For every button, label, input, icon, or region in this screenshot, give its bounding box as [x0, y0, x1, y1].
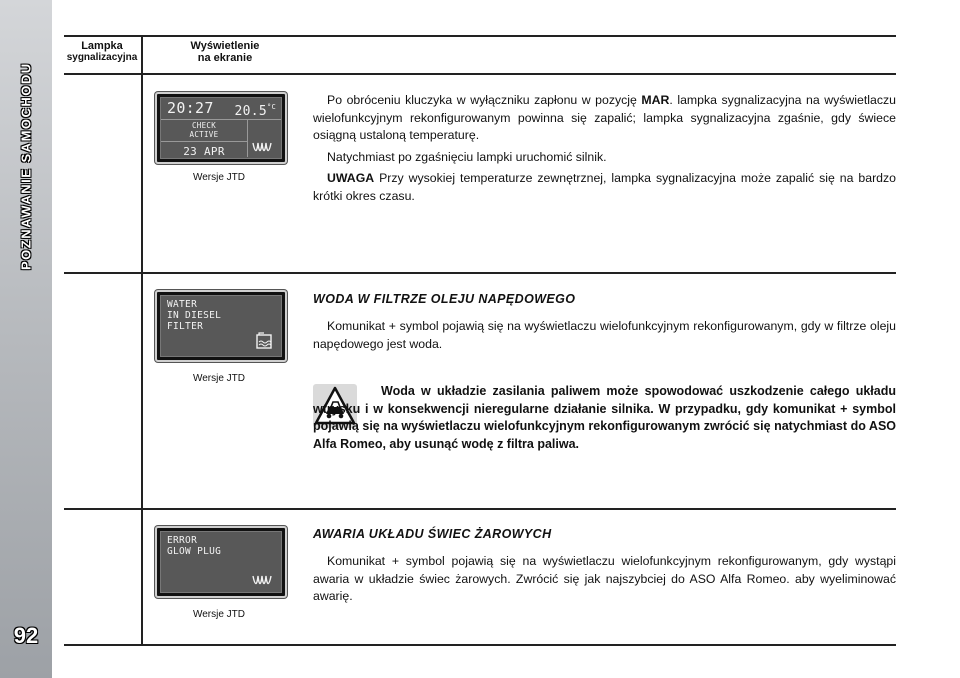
- column-divider: [141, 35, 143, 645]
- display-caption: Wersje JTD: [192, 609, 246, 620]
- lcd-temperature: $20.5^{^\circ C}$: [234, 103, 276, 119]
- lcd-clock: 20:27: [167, 99, 214, 117]
- display-column-header: Wyświetlenie na ekranie: [190, 40, 260, 64]
- section-title: POZNAWANIE SAMOCHODU: [18, 62, 34, 270]
- water-warning-text: Woda w układzie zasilania paliwem może spowodować uszkodzenie całego układu wtrysku i w konsekwencji nieregularne działanie silnika. W przypadku, gdy komunikat + symbol pojawią się na wyświetlaczu wielofunkcyjnym rekonfigurowanym zwrócić się natychmiast do ASO Alfa Romeo, aby usunąć wodę z filtra paliwa.: [313, 384, 896, 451]
- lcd-display-error-glow-plug: ERROR GLOW PLUG: [155, 526, 287, 598]
- lamp-column-header: Lampka sygnalizacyjna: [66, 40, 138, 63]
- glow-plug-failure-heading: AWARIA UKŁADU ŚWIEC ŻAROWYCH: [313, 527, 552, 541]
- row1-text: [313, 92, 896, 205]
- lcd-display-check-active: [155, 92, 287, 164]
- row-divider: [64, 508, 896, 510]
- glow-plug-icon: [251, 139, 273, 153]
- glow-plug-icon: [251, 572, 273, 586]
- ignition-paragraph: Po obróceniu kluczyka w wyłączniku zapłonu w pozycję MAR. lampka sygnalizacyjna na wyświetlaczu wielofunkcyjnym rekonfigurowanym powinna się zapalić; lampka sygnalizacyjna zgaśnie, gdy świece osiągną ustaloną temperaturę.: [313, 93, 896, 142]
- lcd-message: CHECK ACTIVE: [161, 119, 248, 141]
- water-in-filter-paragraph: Komunikat + symbol pojawią się na wyświetlaczu wielofunkcyjnym rekonfigurowanym, gdy w filtrze oleju napędowego jest woda.: [313, 319, 896, 351]
- table-header-rule: [64, 73, 896, 75]
- table-top-rule: [64, 35, 896, 37]
- row-divider: [64, 272, 896, 274]
- note-paragraph: UWAGA Przy wysokiej temperaturze zewnętrznej, lampka sygnalizacyjna może zapalić się na bardzo krótki okres czasu.: [313, 171, 896, 203]
- display-caption: Wersje JTD: [192, 172, 246, 183]
- table-bottom-rule: [64, 644, 896, 646]
- start-engine-paragraph: Natychmiast po zgaśnięciu lampki uruchomić silnik.: [327, 149, 607, 164]
- page-number: 92: [13, 623, 39, 648]
- lcd-date: 23 APR: [183, 145, 225, 158]
- display-caption: Wersje JTD: [192, 373, 246, 384]
- glow-plug-failure-paragraph: Komunikat + symbol pojawią się na wyświetlaczu wielofunkcyjnym rekonfigurowanym, gdy wystąpi awaria w układzie świec żarowych. Zwrócić się jak najszybciej do ASO Alfa Romeo. aby wyeliminować awarię.: [313, 554, 896, 603]
- water-in-fuel-icon: [255, 332, 273, 350]
- lcd-display-water-in-diesel: WATER IN DIESEL FILTER: [155, 290, 287, 362]
- water-in-filter-heading: WODA W FILTRZE OLEJU NAPĘDOWEGO: [313, 292, 576, 306]
